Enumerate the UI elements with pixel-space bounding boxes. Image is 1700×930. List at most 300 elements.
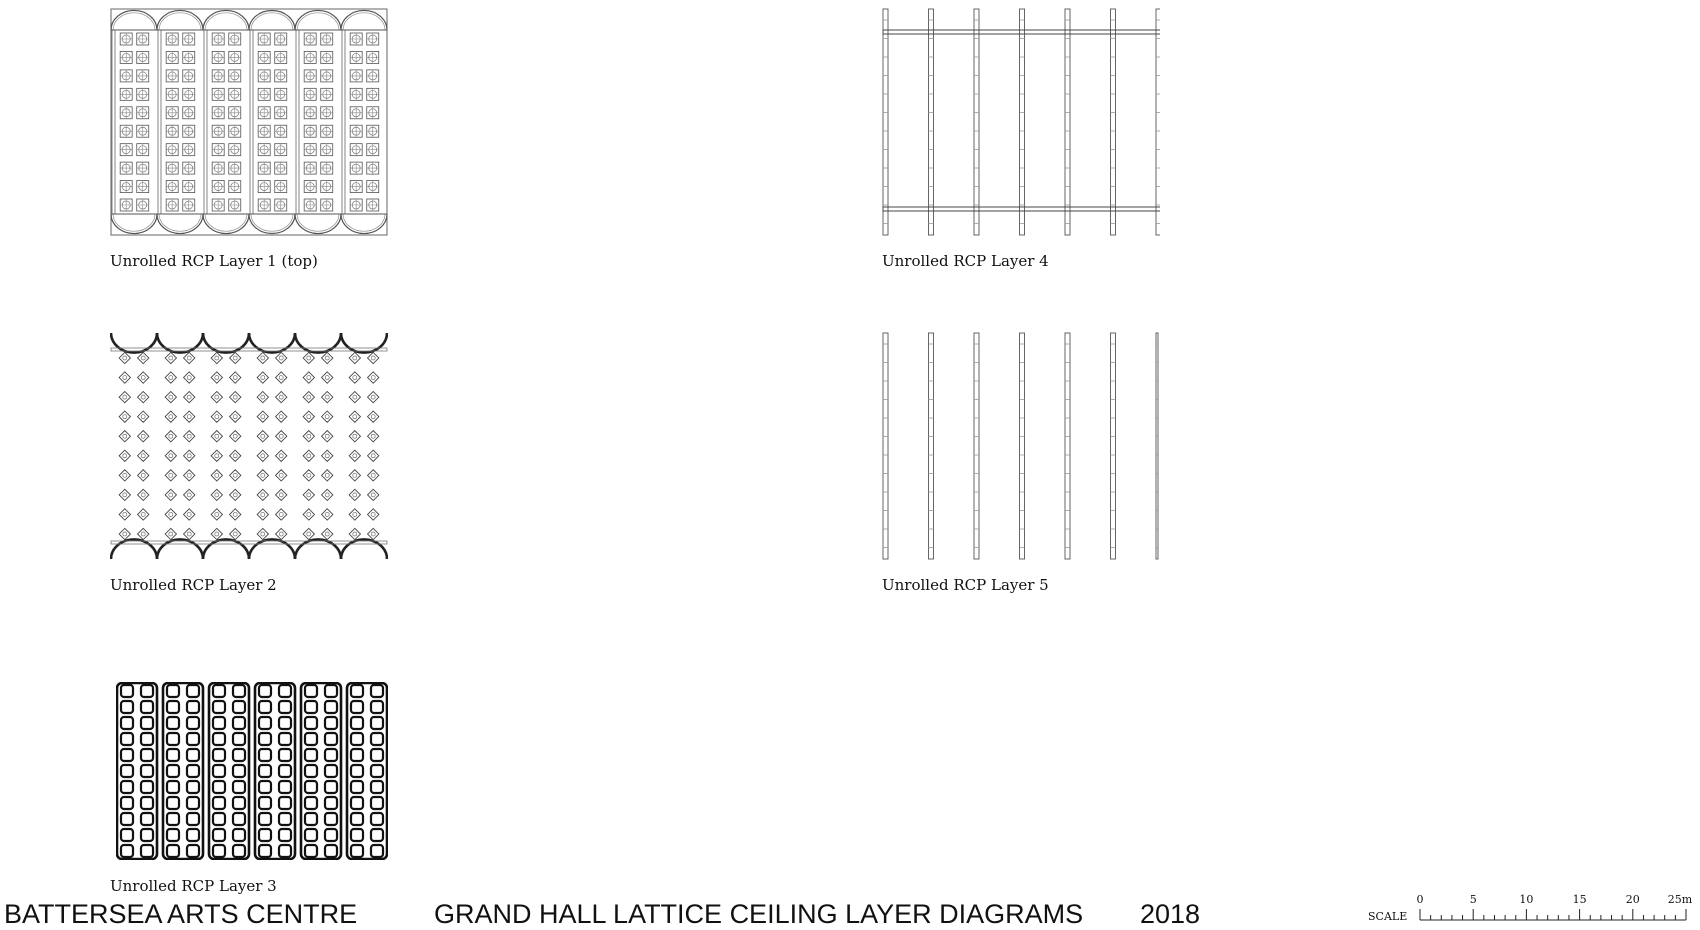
layer-2-motif	[368, 509, 379, 520]
layer-1-motif-cross	[321, 107, 333, 119]
layer-2-motif-dot	[307, 415, 311, 419]
layer-2-motif-dot	[187, 454, 191, 458]
layer-2-motif	[322, 489, 333, 500]
layer-2-motif	[230, 509, 241, 520]
layer-2-motif-dot	[261, 454, 265, 458]
layer-1-motif-cross	[212, 199, 224, 211]
layer-2-motif-dot	[141, 473, 145, 477]
layer-2-motif	[368, 470, 379, 481]
layer-5-rod	[1156, 333, 1158, 559]
layer-4-diagram	[880, 8, 1160, 236]
layer-3-cell	[141, 781, 153, 793]
layer-1-motif-cross	[350, 88, 362, 100]
layer-3-cell	[187, 701, 199, 713]
layer-1-motif-cross	[258, 125, 270, 137]
layer-1-motif-cross	[304, 70, 316, 82]
layer-2-motif	[165, 450, 176, 461]
layer-2-motif-dot	[261, 434, 265, 438]
layer-3-cell	[259, 749, 271, 761]
layer-2-motif	[368, 372, 379, 383]
layer-1-arch	[111, 214, 157, 234]
layer-2-motif-dot	[325, 473, 329, 477]
layer-2-motif-dot	[307, 532, 311, 536]
layer-1-motif-cross	[321, 199, 333, 211]
layer-3-cell	[259, 733, 271, 745]
layer-1-motif-cross	[183, 107, 195, 119]
layer-3-cell	[305, 701, 317, 713]
layer-1-motif-cross	[120, 181, 132, 193]
layer-2-motif	[119, 391, 130, 402]
layer-2-motif-dot	[141, 532, 145, 536]
layer-2-motif	[184, 372, 195, 383]
layer-1-motif-cross	[350, 199, 362, 211]
layer-1-arch	[157, 214, 203, 234]
layer-2-motif-dot	[169, 532, 173, 536]
layer-1-motif-cross	[367, 181, 379, 193]
layer-2-motif	[349, 489, 360, 500]
layer-3-cell	[305, 813, 317, 825]
layer-2-motif	[349, 391, 360, 402]
layer-4-rod	[1111, 9, 1116, 235]
layer-2-motif-dot	[325, 434, 329, 438]
layer-2-motif-dot	[169, 434, 173, 438]
layer-2-motif-dot	[371, 356, 375, 360]
layer-1-motif-cross	[183, 70, 195, 82]
layer-1-rail	[112, 30, 115, 214]
layer-2-motif-dot	[279, 434, 283, 438]
layer-2-motif-dot	[141, 434, 145, 438]
layer-1-motif-cross	[229, 199, 241, 211]
layer-1-caption: Unrolled RCP Layer 1 (top)	[110, 252, 318, 270]
layer-1-rail	[250, 30, 253, 214]
layer-3-caption: Unrolled RCP Layer 3	[110, 877, 277, 895]
layer-3-cell	[259, 717, 271, 729]
layer-2-motif	[230, 470, 241, 481]
layer-2-motif-dot	[233, 415, 237, 419]
layer-1-motif-cross	[258, 107, 270, 119]
layer-1-motif-cross	[137, 125, 149, 137]
layer-2-motif	[276, 352, 287, 363]
layer-1-motif-cross	[120, 162, 132, 174]
layer-2-motif	[303, 372, 314, 383]
layer-2-arch	[249, 333, 295, 353]
layer-2-motif	[165, 391, 176, 402]
layer-1-motif-cross	[367, 51, 379, 63]
layer-2-motif-dot	[187, 356, 191, 360]
layer-2-motif-dot	[233, 356, 237, 360]
layer-3-cell	[351, 717, 363, 729]
layer-1-motif-cross	[120, 51, 132, 63]
layer-5-rod	[929, 333, 934, 559]
layer-3-cell	[305, 717, 317, 729]
layer-3-cell	[325, 813, 337, 825]
layer-2-motif-dot	[141, 376, 145, 380]
layer-2-motif	[276, 528, 287, 539]
layer-3-cell	[371, 781, 383, 793]
layer-2-motif	[138, 470, 149, 481]
layer-2-motif	[276, 431, 287, 442]
layer-2-motif-dot	[141, 512, 145, 516]
layer-3-cell	[325, 845, 337, 857]
layer-3-cell	[233, 797, 245, 809]
layer-3-cell	[167, 765, 179, 777]
layer-4-bar-bottom	[883, 207, 1160, 211]
layer-2-motif-dot	[169, 415, 173, 419]
layer-2-motif	[303, 411, 314, 422]
layer-2-motif-dot	[123, 493, 127, 497]
layer-3-cell	[371, 797, 383, 809]
layer-2-motif	[349, 352, 360, 363]
layer-1-motif-cross	[275, 88, 287, 100]
layer-1-motif-cross	[321, 144, 333, 156]
layer-3-diagram	[116, 682, 388, 860]
layer-4-rod	[974, 9, 979, 235]
layer-1-motif-cross	[367, 125, 379, 137]
layer-2-motif	[165, 372, 176, 383]
layer-3-cell	[371, 685, 383, 697]
layer-3-cell	[371, 717, 383, 729]
layer-3-cell	[167, 717, 179, 729]
layer-1-motif-cross	[258, 144, 270, 156]
layer-3-cell	[305, 733, 317, 745]
layer-3-cell	[259, 829, 271, 841]
layer-2-motif-dot	[307, 454, 311, 458]
layer-3-cell	[325, 749, 337, 761]
layer-3-cell	[213, 829, 225, 841]
layer-1-motif-cross	[137, 144, 149, 156]
layer-3-cell	[167, 749, 179, 761]
layer-2-motif-dot	[325, 512, 329, 516]
layer-2-motif-dot	[371, 376, 375, 380]
layer-4-rod	[929, 9, 934, 235]
layer-2-motif	[184, 509, 195, 520]
layer-2-motif	[138, 391, 149, 402]
layer-3-cell	[141, 749, 153, 761]
layer-3-cell	[167, 733, 179, 745]
layer-1-motif-cross	[229, 33, 241, 45]
layer-2-motif-dot	[353, 376, 357, 380]
layer-2-motif	[184, 450, 195, 461]
layer-3-cell	[279, 845, 291, 857]
layer-2-motif-dot	[141, 395, 145, 399]
layer-1-motif-cross	[367, 88, 379, 100]
layer-3-cell	[187, 717, 199, 729]
layer-1-motif-cross	[137, 51, 149, 63]
layer-1-motif-cross	[229, 88, 241, 100]
layer-1-motif-cross	[258, 199, 270, 211]
layer-2-motif	[211, 431, 222, 442]
layer-2-motif-dot	[187, 415, 191, 419]
layer-1-motif-cross	[183, 33, 195, 45]
layer-3-cell	[213, 733, 225, 745]
layer-2-arch	[249, 539, 295, 559]
layer-2-motif	[138, 352, 149, 363]
layer-3-panel	[255, 683, 295, 859]
layer-2-motif	[211, 489, 222, 500]
layer-2-motif-dot	[371, 395, 375, 399]
layer-2-motif	[276, 450, 287, 461]
layer-2-motif	[368, 411, 379, 422]
layer-2-motif	[184, 528, 195, 539]
layer-1-motif-cross	[275, 51, 287, 63]
layer-2-motif-dot	[307, 434, 311, 438]
layer-4-rod	[1065, 9, 1070, 235]
layer-1-rail	[342, 30, 345, 214]
layer-1-motif-cross	[258, 51, 270, 63]
layer-2-motif-dot	[169, 493, 173, 497]
layer-1-motif-cross	[275, 70, 287, 82]
layer-3-cell	[279, 717, 291, 729]
layer-2-motif	[211, 509, 222, 520]
layer-3-panel	[163, 683, 203, 859]
layer-2-arch	[295, 539, 341, 559]
layer-2-motif	[165, 509, 176, 520]
layer-1-motif-cross	[212, 181, 224, 193]
layer-2-motif-dot	[353, 532, 357, 536]
layer-2-motif-dot	[261, 356, 265, 360]
layer-5-diagram	[880, 332, 1160, 560]
layer-2-motif	[322, 528, 333, 539]
layer-1-motif-cross	[137, 33, 149, 45]
layer-2-motif-dot	[325, 415, 329, 419]
layer-2-motif	[138, 450, 149, 461]
layer-3-cell	[233, 765, 245, 777]
layer-3-cell	[213, 845, 225, 857]
layer-1-motif-cross	[229, 144, 241, 156]
layer-3-cell	[141, 797, 153, 809]
layer-2-motif	[322, 411, 333, 422]
layer-2-motif	[257, 528, 268, 539]
layer-2-motif-dot	[307, 473, 311, 477]
layer-2-motif-dot	[187, 493, 191, 497]
layer-2-motif	[322, 509, 333, 520]
layer-2-motif-dot	[233, 493, 237, 497]
layer-3-cell	[259, 797, 271, 809]
layer-2-motif	[119, 509, 130, 520]
layer-1-motif-cross	[304, 199, 316, 211]
layer-2-motif-dot	[279, 376, 283, 380]
layer-5-rod	[883, 333, 888, 559]
layer-2-motif	[230, 372, 241, 383]
layer-3-cell	[121, 781, 133, 793]
layer-1-rail	[204, 30, 207, 214]
layer-3-cell	[121, 749, 133, 761]
layer-3-cell	[305, 781, 317, 793]
layer-2-motif-dot	[215, 356, 219, 360]
layer-3-cell	[351, 797, 363, 809]
layer-2-motif	[368, 352, 379, 363]
layer-1-motif-cross	[258, 88, 270, 100]
layer-3-cell	[121, 765, 133, 777]
layer-2-motif	[303, 352, 314, 363]
layer-1-motif-cross	[212, 70, 224, 82]
layer-1-motif-cross	[183, 88, 195, 100]
layer-2-motif	[165, 528, 176, 539]
layer-2-motif-dot	[353, 415, 357, 419]
layer-3-cell	[325, 685, 337, 697]
layer-1-motif-cross	[304, 107, 316, 119]
layer-1-motif-cross	[350, 70, 362, 82]
layer-1-motif-cross	[166, 125, 178, 137]
layer-1-motif-cross	[212, 162, 224, 174]
layer-1-motif-cross	[120, 70, 132, 82]
layer-2-motif-dot	[141, 454, 145, 458]
layer-2-motif-dot	[353, 395, 357, 399]
layer-2-motif	[322, 372, 333, 383]
layer-1-arch	[341, 214, 387, 234]
layer-3-cell	[167, 685, 179, 697]
layer-3-cell	[351, 733, 363, 745]
layer-3-cell	[279, 733, 291, 745]
layer-2-motif-dot	[123, 512, 127, 516]
layer-2-motif	[303, 450, 314, 461]
layer-2-motif-dot	[141, 356, 145, 360]
layer-2-diagram	[110, 330, 388, 562]
layer-1-motif-cross	[137, 181, 149, 193]
layer-3-cell	[259, 781, 271, 793]
layer-2-motif	[276, 411, 287, 422]
layer-2-motif-dot	[279, 356, 283, 360]
layer-2-motif-dot	[279, 473, 283, 477]
layer-3-cell	[325, 717, 337, 729]
layer-3-cell	[141, 701, 153, 713]
layer-3-cell	[167, 829, 179, 841]
layer-3-cell	[325, 701, 337, 713]
layer-4-bar-top	[883, 30, 1160, 34]
layer-2-motif-dot	[169, 473, 173, 477]
layer-1-motif-cross	[275, 125, 287, 137]
layer-3-cell	[121, 845, 133, 857]
layer-2-motif-dot	[353, 434, 357, 438]
drawing-year: 2018	[1140, 899, 1201, 929]
layer-3-cell	[233, 701, 245, 713]
layer-1-motif-cross	[367, 144, 379, 156]
layer-2-motif	[211, 450, 222, 461]
layer-2-motif	[211, 470, 222, 481]
layer-1-motif-cross	[350, 181, 362, 193]
layer-2-motif-dot	[123, 395, 127, 399]
layer-2-motif	[322, 391, 333, 402]
layer-3-cell	[187, 813, 199, 825]
layer-1-motif-cross	[304, 144, 316, 156]
layer-1-motif-cross	[212, 107, 224, 119]
layer-2-motif	[368, 450, 379, 461]
layer-1-rail	[296, 30, 299, 214]
layer-3-cell	[213, 749, 225, 761]
layer-1-motif-cross	[367, 162, 379, 174]
layer-2-motif-dot	[279, 395, 283, 399]
layer-1-motif-cross	[304, 88, 316, 100]
layer-2-motif-dot	[279, 493, 283, 497]
layer-5-rod	[1111, 333, 1116, 559]
layer-2-motif-dot	[325, 532, 329, 536]
layer-2-motif-dot	[353, 356, 357, 360]
layer-1-motif-cross	[350, 51, 362, 63]
layer-1-motif-cross	[258, 181, 270, 193]
layer-2-motif-dot	[307, 395, 311, 399]
layer-1-motif-cross	[275, 199, 287, 211]
layer-2-motif	[119, 470, 130, 481]
layer-3-cell	[259, 685, 271, 697]
layer-1-arch	[249, 10, 295, 30]
layer-1-motif-cross	[166, 88, 178, 100]
layer-1-motif-cross	[321, 88, 333, 100]
layer-2-motif	[257, 352, 268, 363]
layer-2-motif	[276, 489, 287, 500]
layer-3-cell	[279, 701, 291, 713]
layer-1-motif-cross	[183, 162, 195, 174]
layer-2-motif	[119, 489, 130, 500]
layer-3-cell	[279, 765, 291, 777]
layer-3-cell	[187, 685, 199, 697]
layer-2-motif-dot	[261, 395, 265, 399]
layer-2-motif-dot	[215, 493, 219, 497]
layer-3-cell	[121, 701, 133, 713]
layer-2-motif-dot	[215, 532, 219, 536]
layer-3-cell	[351, 829, 363, 841]
layer-2-motif-dot	[353, 473, 357, 477]
layer-2-motif	[322, 470, 333, 481]
layer-2-motif	[276, 391, 287, 402]
layer-3-panel	[301, 683, 341, 859]
layer-3-cell	[233, 813, 245, 825]
layer-2-motif-dot	[233, 376, 237, 380]
layer-1-motif-cross	[304, 125, 316, 137]
layer-3-panel	[347, 683, 387, 859]
layer-3-cell	[213, 765, 225, 777]
layer-2-motif	[349, 450, 360, 461]
layer-5-caption: Unrolled RCP Layer 5	[882, 576, 1049, 594]
layer-1-motif-cross	[275, 162, 287, 174]
layer-1-motif-cross	[367, 107, 379, 119]
layer-1-motif-cross	[275, 181, 287, 193]
layer-1-motif-cross	[229, 51, 241, 63]
layer-2-motif	[257, 450, 268, 461]
layer-2-motif-dot	[261, 415, 265, 419]
layer-3-cell	[325, 733, 337, 745]
layer-2-motif	[119, 372, 130, 383]
layer-2-motif	[257, 489, 268, 500]
layer-2-motif	[257, 411, 268, 422]
layer-2-motif-dot	[233, 532, 237, 536]
layer-2-motif-dot	[325, 395, 329, 399]
layer-3-cell	[351, 749, 363, 761]
layer-1-motif-cross	[275, 144, 287, 156]
layer-2-motif-dot	[123, 454, 127, 458]
layer-1-rail	[158, 30, 161, 214]
layer-2-bottom-band	[111, 541, 387, 544]
layer-2-motif	[303, 489, 314, 500]
layer-2-motif	[349, 470, 360, 481]
layer-2-motif-dot	[123, 356, 127, 360]
layer-2-motif-dot	[371, 454, 375, 458]
layer-2-motif-dot	[187, 532, 191, 536]
layer-2-motif	[322, 431, 333, 442]
layer-2-motif-dot	[307, 493, 311, 497]
layer-2-arch	[111, 539, 157, 559]
layer-3-cell	[351, 781, 363, 793]
layer-1-motif-cross	[212, 125, 224, 137]
layer-2-motif-dot	[169, 395, 173, 399]
layer-2-motif	[184, 470, 195, 481]
layer-2-motif	[230, 489, 241, 500]
layer-3-cell	[371, 845, 383, 857]
layer-3-cell	[233, 685, 245, 697]
layer-2-motif	[119, 411, 130, 422]
layer-3-cell	[167, 701, 179, 713]
layer-2-motif	[138, 528, 149, 539]
layer-3-cell	[279, 749, 291, 761]
